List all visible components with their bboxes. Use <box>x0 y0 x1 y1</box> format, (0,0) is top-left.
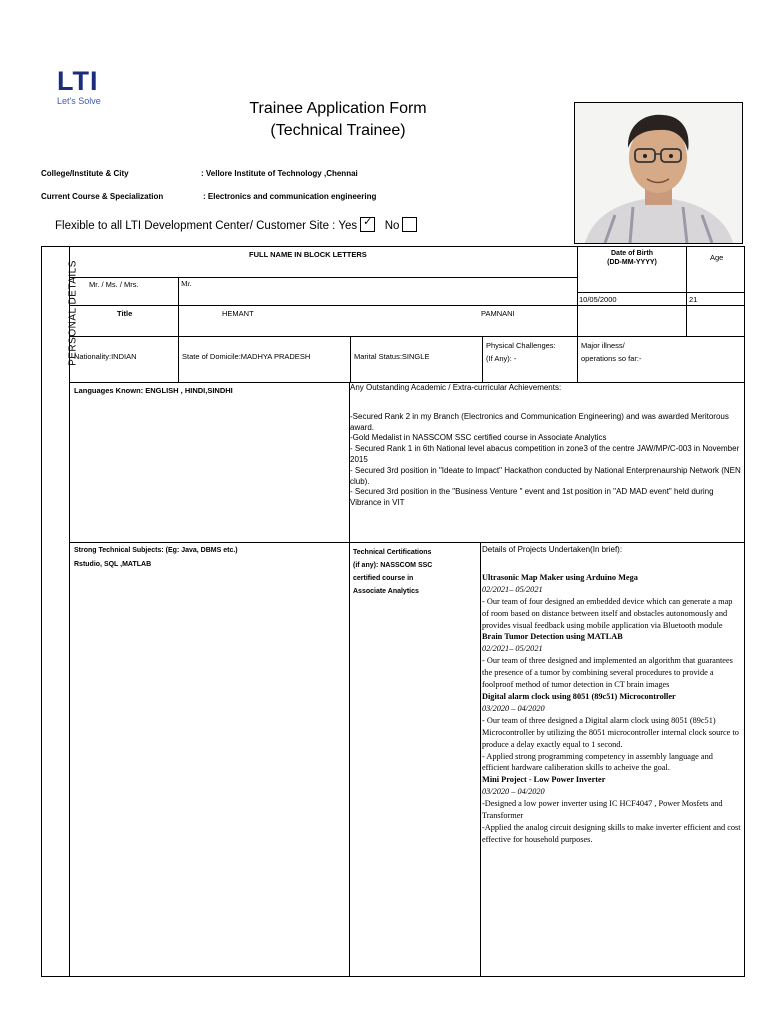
applicant-photo <box>574 102 743 244</box>
yes-checkbox[interactable] <box>360 217 375 232</box>
course-value: : Electronics and communication engineering <box>203 192 377 201</box>
project-date: 02/2021– 05/2021 <box>482 644 543 654</box>
first-name-value[interactable]: HEMANT <box>222 309 254 318</box>
logo-mark: LTI <box>57 66 99 96</box>
project-description: - Applied strong programming competency in assembly language and efficient hardware caliberation skills to acheive the goal. <box>482 751 713 773</box>
projects-heading: Details of Projects Undertaken(In brief): <box>482 545 623 554</box>
no-label: No <box>384 220 400 232</box>
full-name-header: FULL NAME IN BLOCK LETTERS <box>249 250 367 259</box>
form-title: Trainee Application Form <box>249 100 427 117</box>
achievement-item: - Secured 3rd position in "Ideate to Impact" Hackathon conducted by National Enterprenaurship Network (NEN club). <box>350 465 741 486</box>
salutation-label: Mr. / Ms. / Mrs. <box>89 280 139 289</box>
company-logo <box>57 68 101 106</box>
dob-header: Date of Birth (DD-MM-YYYY) <box>607 250 657 266</box>
last-name-value[interactable]: PAMNANI <box>481 309 515 318</box>
achievements-heading: Any Outstanding Academic / Extra-curricular Achievements: <box>350 383 562 392</box>
achievement-item: -Secured Rank 2 in my Branch (Electronics and Communication Engineering) and was awarded Meritorous award. <box>350 411 729 432</box>
achievements-list <box>350 383 742 509</box>
college-label: College/Institute & City <box>41 169 129 178</box>
technical-subjects-label: Strong Technical Subjects: (Eg: Java, DBMS etc.) <box>74 547 238 554</box>
project-title: Brain Tumor Detection using MATLAB <box>482 632 623 642</box>
achievement-item: - Secured Rank 1 in 6th National level abacus competition in zone3 of the centre JAW/MP/C-003 in November 2015 <box>350 444 740 464</box>
achievement-item: -Gold Medalist in NASSCOM SSC certified course in Associate Analytics <box>350 433 607 443</box>
project-description: -Applied the analog circuit designing skills to make inverter efficient and cost effective for household purposes. <box>482 822 741 844</box>
title-label: Title <box>117 309 133 318</box>
age-value[interactable]: 21 <box>689 295 698 304</box>
college-value: : Vellore Institute of Technology ,Chennai <box>201 169 358 178</box>
logo-tagline: Let's Solve <box>57 96 101 106</box>
achievement-item: - Secured 3rd position in the "Business Venture " event and 1st position in "AD MAD event" held during Vibrance in VIT <box>350 487 714 508</box>
technical-subjects-value[interactable]: Rstudio, SQL ,MATLAB <box>74 561 152 568</box>
course-label: Current Course & Specialization <box>41 192 164 201</box>
languages-field[interactable]: Languages Known: ENGLISH , HINDI,SINDHI <box>74 386 233 395</box>
project-title: Mini Project - Low Power Inverter <box>482 775 606 785</box>
project-date: 03/2020 – 04/2020 <box>482 703 545 713</box>
certifications-field[interactable]: Technical Certifications (if any): NASSCOM SSC certified course in Associate Analytics <box>353 549 433 595</box>
age-header: Age <box>710 253 724 262</box>
project-description: -Designed a low power inverter using IC HCF4047 , Power Mosfets and Transformer <box>482 799 723 821</box>
flexible-question-row <box>55 217 417 232</box>
form-subtitle: (Technical Trainee) <box>270 122 406 139</box>
check-icon: ✓ <box>363 216 373 228</box>
project-title: Digital alarm clock using 8051 (89c51) Microcontroller <box>482 691 676 701</box>
project-date: 03/2020 – 04/2020 <box>482 787 545 797</box>
flexible-question: Flexible to all LTI Development Center/ Customer Site : <box>55 220 336 232</box>
marital-status-field[interactable]: Marital Status:SINGLE <box>354 352 430 361</box>
project-description: - Our team of three designed and implemented an algorithm that guarantees the presence of a tumor by combining several procedures to provide a foolproof method of tumor detection in CT brain images <box>482 656 733 690</box>
projects-section <box>482 544 741 846</box>
project-description: - Our team of four designed an embedded device which can generate a map of room based on distance between itself and obstacles autonomously and provides visual feedback using mobile application via Bluetooth module <box>482 596 733 630</box>
salutation-value[interactable]: Mr. <box>181 279 192 288</box>
project-date: 02/2021– 05/2021 <box>482 584 543 594</box>
dob-value[interactable]: 10/05/2000 <box>579 295 617 304</box>
project-description: - Our team of three designed a Digital alarm clock using 8051 (89c51) Microcontroller by utilizing the 8051 microcontroller internal clock source to produce a delay exactly equal to 1 second. <box>482 715 739 749</box>
no-checkbox[interactable] <box>402 217 417 232</box>
project-title: Ultrasonic Map Maker using Arduino Mega <box>482 572 638 582</box>
domicile-field[interactable]: State of Domicile:MADHYA PRADESH <box>182 352 311 361</box>
yes-label: Yes <box>338 220 358 232</box>
physical-challenges-field[interactable]: Physical Challenges: (If Any): - <box>486 341 556 363</box>
nationality-field[interactable]: Nationality:INDIAN <box>74 352 137 361</box>
section-label: PERSONAL DETAILS <box>67 260 79 366</box>
major-illness-field[interactable]: Major illness/ operations so far:- <box>581 341 642 363</box>
